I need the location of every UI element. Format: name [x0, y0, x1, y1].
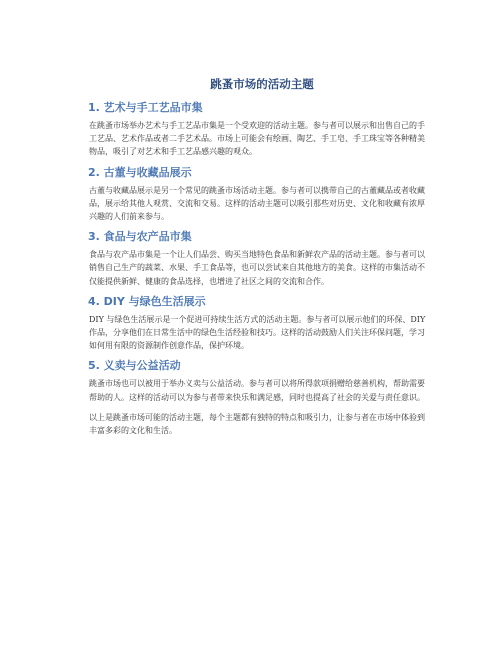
- section-heading: 1. 艺术与手工艺品市集: [88, 101, 203, 114]
- section-heading: 4. DIY 与绿色生活展示: [88, 294, 206, 308]
- document-body: [89, 76, 429, 444]
- section-3: [89, 230, 429, 288]
- section-paragraph: DIY 与绿色生活展示是一个促进可持续生活方式的活动主题。参与者可以展示他们的环保、DIY 作品，分享他们在日常生活中的绿色生活经验和技巧。这样的活动鼓励人们关注环保问题，学习如何用有限的资源制作创意作品，保护环境。: [89, 314, 426, 351]
- section-4: [89, 295, 429, 353]
- section-paragraph: 跳蚤市场也可以被用于举办义卖与公益活动。参与者可以将所得款项捐赠给慈善机构，帮助需要帮助的人。这样的活动可以为参与者带来快乐和满足感，同时也提高了社会的关爱与责任意识。: [89, 379, 425, 402]
- section-paragraph: 食品与农产品市集是一个让人们品尝、购买当地特色食品和新鲜农产品的活动主题。参与者可以销售自己生产的蔬菜、水果、手工食品等，也可以尝试来自其他地方的美食。这样的市集活动不仅能提供新鲜、健康的食品选择，也增进了社区之间的交流和合作。: [89, 250, 425, 286]
- closing-paragraph: 以上是跳蚤市场可能的活动主题，每个主题都有独特的特点和吸引力，让参与者在市场中体验到丰富多彩的文化和生活。: [89, 412, 425, 436]
- section-1: [89, 101, 429, 159]
- document-title: 跳蚤市场的活动主题: [210, 77, 314, 91]
- section-paragraph: 古董与收藏品展示是另一个常见的跳蚤市场活动主题。参与者可以携带自己的古董藏品或者收藏品，展示给其他人观赏、交流和交易。这样的活动主题可以吸引那些对历史、文化和收藏有浓厚兴趣的人们前来参与。: [89, 185, 425, 222]
- section-heading: 2. 古董与收藏品展示: [88, 165, 192, 179]
- section-paragraph: 在跳蚤市场举办艺术与手工艺品市集是一个受欢迎的活动主题。参与者可以展示和出售自己的手工艺品、艺术作品或者二手艺术品。市场上可能会有绘画、陶艺、手工皂、手工珠宝等各种精美物品，吸引了对艺术和手工艺品感兴趣的观众。: [89, 121, 425, 157]
- section-heading: 3. 食品与农产品市集: [88, 230, 192, 244]
- section-heading: 5. 义卖与公益活动: [88, 359, 181, 373]
- section-2: [89, 166, 429, 224]
- section-5: [89, 359, 429, 403]
